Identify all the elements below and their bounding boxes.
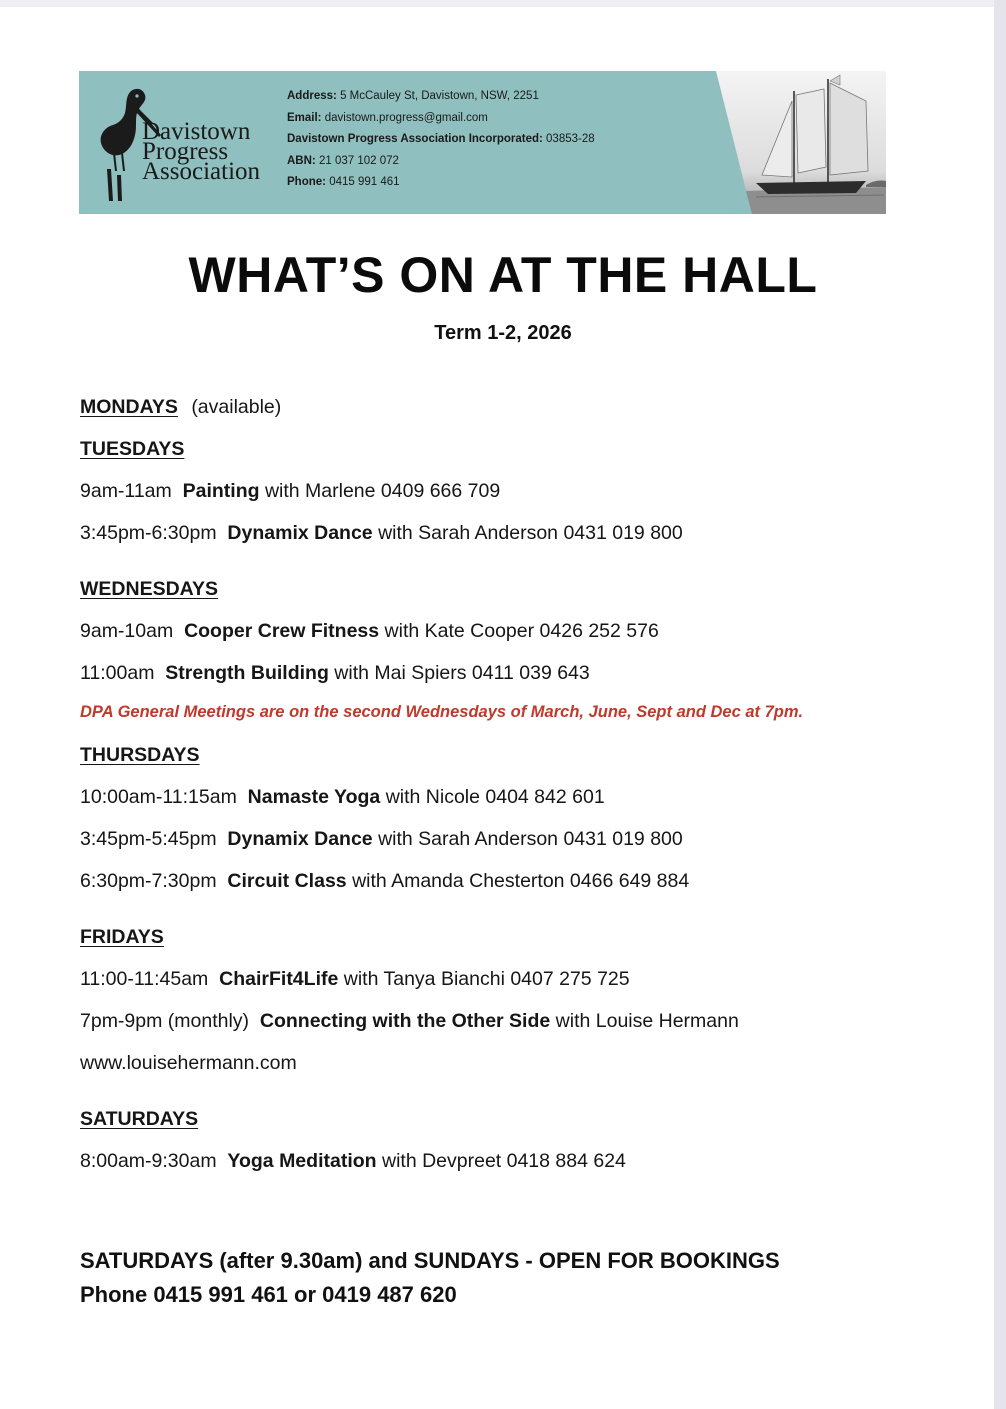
day-heading: TUESDAYS <box>80 438 185 460</box>
entry-time: 8:00am-9:30am <box>80 1150 217 1172</box>
schedule-entry <box>80 1146 960 1188</box>
entry-details: with Nicole 0404 842 601 <box>385 786 605 808</box>
entry-details: with Kate Cooper 0426 252 576 <box>384 620 659 642</box>
entry-time: 9am-10am <box>80 620 174 642</box>
abn-value: 21 037 102 072 <box>318 154 399 167</box>
letterhead-banner <box>79 71 886 214</box>
schedule-entry <box>80 476 960 518</box>
logo-wordmark <box>142 118 261 185</box>
schedule-entry <box>80 518 960 560</box>
schedule-entry <box>80 658 960 700</box>
schedule-entry <box>80 964 960 1006</box>
booking-footer <box>80 1244 780 1312</box>
entry-time: 3:45pm-6:30pm <box>80 522 217 544</box>
entry-time: 9am-11am <box>80 480 172 502</box>
entry-time: 11:00-11:45am <box>80 968 209 990</box>
email-line <box>287 108 595 130</box>
day-section-mondays <box>80 392 960 434</box>
day-section-wednesdays <box>80 574 960 740</box>
logo-line-3: Association <box>142 158 261 185</box>
day-heading: FRIDAYS <box>80 926 164 948</box>
schedule-entry <box>80 616 960 658</box>
contact-details <box>287 86 595 194</box>
phone-label: Phone: <box>287 176 326 188</box>
page-edge <box>994 0 1006 1409</box>
weekly-schedule <box>80 392 960 1188</box>
phone-value: 0415 991 461 <box>329 176 400 188</box>
entry-activity: ChairFit4Life <box>219 968 339 990</box>
entry-time: 7pm-9pm (monthly) <box>80 1010 250 1032</box>
schedule-entry <box>80 824 960 866</box>
page-subtitle: Term 1-2, 2026 <box>434 322 572 344</box>
entry-activity: Painting <box>182 480 260 502</box>
logo-line-2: Progress <box>142 138 229 165</box>
logo-line-1: Davistown <box>142 118 251 145</box>
email-label: Email: <box>287 111 322 124</box>
incorporated-line <box>287 129 595 151</box>
entry-activity: Strength Building <box>165 662 329 684</box>
entry-activity: Dynamix Dance <box>227 522 373 544</box>
sailing-ship-icon <box>716 71 886 214</box>
phone-line <box>287 172 595 194</box>
entry-details: with Louise Hermann <box>555 1010 739 1032</box>
entry-details: with Tanya Bianchi 0407 275 725 <box>343 968 630 990</box>
entry-time: 10:00am-11:15am <box>80 786 237 808</box>
entry-time: 6:30pm-7:30pm <box>80 870 217 892</box>
entry-activity: Cooper Crew Fitness <box>184 620 380 642</box>
day-section-fridays <box>80 922 960 1090</box>
entry-time: 3:45pm-5:45pm <box>80 828 217 850</box>
day-heading: MONDAYS <box>80 396 178 418</box>
incorporated-label: Davistown Progress Association Incorporated: <box>287 133 543 145</box>
meeting-note: DPA General Meetings are on the second Wednesdays of March, June, Sept and Dec at 7pm. <box>80 703 804 721</box>
schedule-entry <box>80 782 960 824</box>
entry-activity: Connecting with the Other Side <box>259 1010 551 1032</box>
email-value[interactable]: davistown.progress@gmail.com <box>324 111 488 124</box>
schedule-entry <box>80 866 960 908</box>
day-availability-note: (available) <box>191 396 282 418</box>
website-link[interactable]: www.louisehermann.com <box>80 1052 297 1074</box>
abn-line <box>287 151 595 173</box>
day-section-saturdays <box>80 1104 960 1188</box>
address-line <box>287 86 595 108</box>
entry-details: with Sarah Anderson 0431 019 800 <box>378 828 683 850</box>
entry-details: with Amanda Chesterton 0466 649 884 <box>352 870 690 892</box>
schedule-entry <box>80 1006 960 1048</box>
page-title: WHAT’S ON AT THE HALL <box>188 247 818 303</box>
day-heading: WEDNESDAYS <box>80 578 218 600</box>
day-heading: THURSDAYS <box>80 744 200 766</box>
abn-label: ABN: <box>287 154 316 167</box>
entry-details: with Marlene 0409 666 709 <box>264 480 501 502</box>
entry-activity: Namaste Yoga <box>247 786 381 808</box>
entry-details: with Devpreet 0418 884 624 <box>381 1150 626 1172</box>
booking-availability: SATURDAYS (after 9.30am) and SUNDAYS - OPEN FOR BOOKINGS <box>80 1248 780 1273</box>
address-label: Address: <box>287 90 337 102</box>
incorporated-value: 03853-28 <box>546 133 595 145</box>
entry-activity: Yoga Meditation <box>227 1150 377 1172</box>
address-value: 5 McCauley St, Davistown, NSW, 2251 <box>340 90 539 102</box>
entry-activity: Circuit Class <box>227 870 347 892</box>
day-section-thursdays <box>80 740 960 908</box>
day-heading: SATURDAYS <box>80 1108 199 1130</box>
day-section-tuesdays <box>80 434 960 560</box>
entry-time: 11:00am <box>80 662 155 684</box>
entry-activity: Dynamix Dance <box>227 828 373 850</box>
booking-phone: Phone 0415 991 461 or 0419 487 620 <box>80 1282 457 1307</box>
entry-details: with Sarah Anderson 0431 019 800 <box>378 522 683 544</box>
entry-details: with Mai Spiers 0411 039 643 <box>334 662 590 684</box>
